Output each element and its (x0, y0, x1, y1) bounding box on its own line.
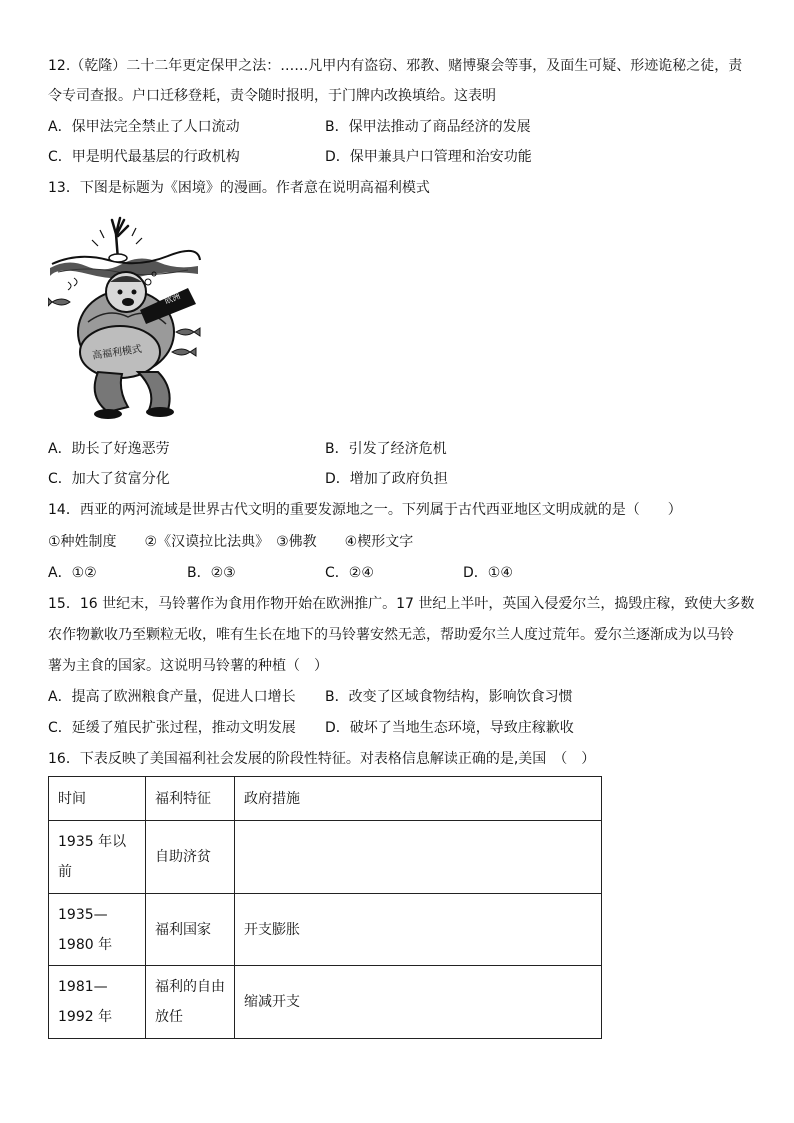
cell-time: 1981—1992 年 (49, 966, 146, 1039)
q12-stem-line2: 令专司查报。户口迁移登耗，责令随时报明，于门牌内改换填给。这表明 (48, 88, 496, 104)
cartoon-sack-label: 高福利模式 (91, 343, 143, 362)
cartoon-illustration (48, 212, 203, 422)
table-row (49, 821, 602, 894)
cartoon-sash-label: 欧洲 (163, 291, 182, 306)
q14-option-b[interactable]: B．②③ (187, 565, 236, 581)
welfare-stages-table (48, 776, 602, 1039)
q15-stem-line2: 农作物歉收乃至颗粒无收，唯有生长在地下的马铃薯安然无恙，帮助爱尔兰人度过荒年。爱尔兰逐渐成为以马铃 (48, 627, 734, 643)
table-header-row (49, 777, 602, 821)
q15-option-a[interactable]: A．提高了欧洲粮食产量，促进人口增长 (48, 689, 296, 705)
cell-feature: 福利的自由放任 (146, 966, 235, 1039)
header-welfare-feature: 福利特征 (146, 777, 235, 821)
cell-measure (235, 821, 602, 894)
q12-option-c[interactable]: C．甲是明代最基层的行政机构 (48, 149, 240, 165)
header-time: 时间 (49, 777, 146, 821)
q13-option-a[interactable]: A．助长了好逸恶劳 (48, 441, 170, 457)
cell-feature: 自助济贫 (146, 821, 235, 894)
q12-option-b[interactable]: B．保甲法推动了商品经济的发展 (325, 119, 531, 135)
q15-stem-line3: 薯为主食的国家。这说明马铃薯的种植（ ） (48, 658, 328, 674)
q12-option-a[interactable]: A．保甲法完全禁止了人口流动 (48, 119, 240, 135)
q12-option-d[interactable]: D．保甲兼具户口管理和治安功能 (325, 149, 532, 165)
q14-items: ①种姓制度 ②《汉谟拉比法典》 ③佛教 ④楔形文字 (48, 534, 414, 550)
q13-stem: 13．下图是标题为《困境》的漫画。作者意在说明高福利模式 (48, 180, 430, 196)
q13-option-b[interactable]: B．引发了经济危机 (325, 441, 447, 457)
q13-option-d[interactable]: D．增加了政府负担 (325, 471, 448, 487)
q14-option-c[interactable]: C．②④ (325, 565, 374, 581)
q15-option-b[interactable]: B．改变了区域食物结构，影响饮食习惯 (325, 689, 573, 705)
q15-option-d[interactable]: D．破坏了当地生态环境，导致庄稼歉收 (325, 720, 574, 736)
q14-option-d[interactable]: D．①④ (463, 565, 513, 581)
q14-option-a[interactable]: A．①② (48, 565, 97, 581)
q13-option-c[interactable]: C．加大了贫富分化 (48, 471, 170, 487)
cell-measure: 开支膨胀 (235, 894, 602, 966)
cell-measure: 缩减开支 (235, 966, 602, 1039)
cell-feature: 福利国家 (146, 894, 235, 966)
cell-time: 1935 年以前 (49, 821, 146, 894)
cell-time: 1935—1980 年 (49, 894, 146, 966)
q12-stem-line1: 12.（乾隆）二十二年更定保甲之法：……凡甲内有盗窃、邪教、赌博聚会等事，及面生可疑、形迹诡秘之徒，责 (48, 58, 743, 74)
q16-stem: 16．下表反映了美国福利社会发展的阶段性特征。对表格信息解读正确的是,美国 （ ） (48, 751, 596, 767)
table-row (49, 894, 602, 966)
q15-option-c[interactable]: C．延缓了殖民扩张过程，推动文明发展 (48, 720, 296, 736)
dilemma-cartoon (48, 212, 203, 422)
table-row (49, 966, 602, 1039)
q14-stem: 14．西亚的两河流域是世界古代文明的重要发源地之一。下列属于古代西亚地区文明成就的是（ ） (48, 502, 682, 518)
header-government-measure: 政府措施 (235, 777, 602, 821)
q15-stem-line1: 15．16 世纪末，马铃薯作为食用作物开始在欧洲推广。17 世纪上半叶，英国入侵爱尔兰，捣毁庄稼，致使大多数 (48, 596, 755, 612)
